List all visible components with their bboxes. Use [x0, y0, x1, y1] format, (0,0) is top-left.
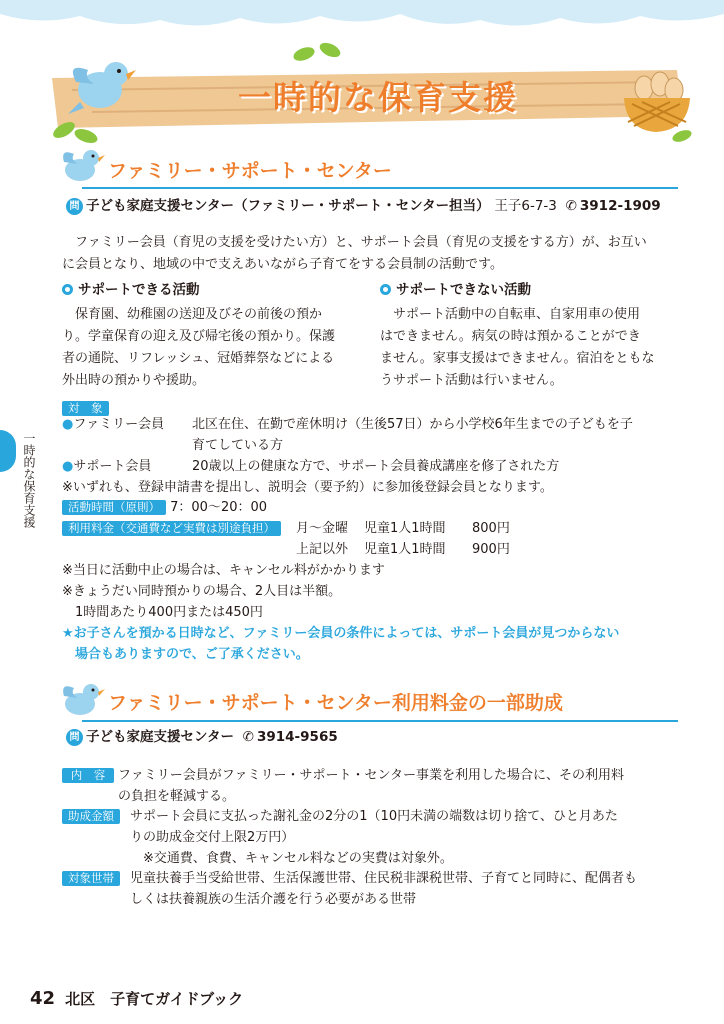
- row-line: サポート会員に支払った謝礼金の2分の1（10円未満の端数は切り捨て、ひと月あた: [130, 809, 618, 824]
- target-desc-line: 20歳以上の健康な方で、サポート会員養成講座を修了された方: [192, 459, 560, 474]
- fee-price: 900円: [472, 542, 510, 557]
- contact-line: [66, 727, 338, 747]
- fee-tag: 利用料金（交通費など実費は別途負担）: [62, 521, 281, 536]
- contact-phone: 3914-9565: [256, 729, 338, 745]
- household-row: [62, 868, 120, 889]
- star-note-line: ★お子さんを預かる日時など、ファミリー会員の条件によっては、サポート会員が見つからない: [62, 626, 620, 641]
- bullet-dot-icon: ●: [62, 459, 74, 474]
- target-label: サポート会員: [73, 459, 152, 474]
- page-number: 42: [30, 988, 56, 1009]
- target-row-family: [62, 414, 164, 435]
- fee-row: [296, 518, 510, 539]
- target-label: ファミリー会員: [73, 417, 165, 432]
- target-desc-support: [192, 456, 559, 477]
- content-text: [118, 765, 624, 807]
- cannot-support-line: はできません。病気の時は預かることができ: [380, 329, 641, 344]
- cannot-support-text: [380, 304, 680, 392]
- section-title-fee-subsidy: ファミリー・サポート・センター利用料金の一部助成: [108, 692, 563, 714]
- intro-paragraph: [62, 232, 682, 276]
- hours-value: 7：00～20：00: [170, 500, 268, 515]
- can-support-heading-text: サポートできる活動: [78, 282, 200, 298]
- side-index-tab: [0, 430, 16, 472]
- contact-address: 王子6-7-3: [494, 198, 557, 214]
- cannot-support-line: サポート活動中の自転車、自家用車の使用: [380, 307, 641, 322]
- can-support-text: [62, 304, 362, 392]
- circle-bullet-icon: [380, 284, 391, 295]
- fee-row: [296, 539, 510, 560]
- page-footer: [30, 988, 243, 1009]
- phone-icon: ✆: [565, 198, 577, 214]
- target-row-support: [62, 456, 151, 477]
- cannot-support-line: ません。家事支援はできません。宿泊をともな: [380, 351, 655, 366]
- row-line: しくは扶養親族の生活介護を行う必要がある世帯: [130, 892, 417, 907]
- note-line: ※きょうだい同時預かりの場合、2人目は半額。: [62, 584, 342, 599]
- row-tag: 助成金額: [62, 809, 120, 824]
- fee-tag-row: [62, 518, 281, 539]
- cannot-support-line: うサポート活動は行いません。: [380, 373, 563, 388]
- side-index-label: 一時的な保育支援: [22, 432, 36, 528]
- page-title: 一時的な保育支援: [238, 78, 518, 117]
- section-bird-icon: [58, 142, 106, 186]
- cannot-support-block: [380, 280, 680, 392]
- leaf-decoration-icon: [290, 38, 350, 68]
- target-desc-family: [192, 414, 633, 456]
- contact-line: [66, 196, 661, 216]
- row-line: 児童扶養手当受給世帯、生活保護世帯、住民税非課税世帯、子育てと同時に、配偶者も: [130, 871, 638, 886]
- target-desc-line: 育てしている方: [192, 438, 284, 453]
- hours-row: [62, 497, 267, 518]
- star-note: [62, 623, 682, 665]
- can-support-heading: [62, 280, 362, 300]
- household-text: [130, 868, 637, 910]
- row-line: ファミリー会員がファミリー・サポート・センター事業を利用した場合に、その利用料: [118, 768, 624, 783]
- can-support-line: り。学童保育の迎え及び帰宅後の預かり。保護: [62, 329, 336, 344]
- fee-days: 月～金曜: [296, 521, 349, 536]
- inquiry-badge: 問: [66, 198, 83, 215]
- phone-icon: ✆: [242, 729, 254, 745]
- row-line: ※交通費、食費、キャンセル料などの実費は対象外。: [130, 851, 453, 866]
- fee-price: 800円: [472, 521, 510, 536]
- notes-block: [62, 560, 385, 623]
- register-note: ※いずれも、登録申請書を提出し、説明会（要予約）に参加後登録会員となります。: [62, 480, 553, 495]
- section-underline: [82, 187, 678, 189]
- cannot-support-heading: [380, 280, 680, 300]
- hours-tag: 活動時間（原則）: [62, 500, 166, 515]
- row-tag: 対象世帯: [62, 871, 120, 886]
- section-underline: [82, 720, 678, 722]
- can-support-line: 保育園、幼稚園の送迎及びその前後の預か: [62, 307, 323, 322]
- contact-name: 子ども家庭支援センター: [86, 729, 234, 745]
- can-support-block: [62, 280, 362, 392]
- contact-name: 子ども家庭支援センター（ファミリー・サポート・センター担当）: [86, 198, 490, 214]
- cannot-support-heading-text: サポートできない活動: [396, 282, 531, 298]
- intro-line: に会員となり、地域の中で支えあいながら子育てをする会員制の活動です。: [62, 257, 503, 272]
- intro-line: ファミリー会員（育児の支援を受けたい方）と、サポート会員（育児の支援をする方）が、お互い: [62, 235, 647, 250]
- fee-days: 上記以外: [296, 542, 349, 557]
- bullet-dot-icon: ●: [62, 417, 74, 432]
- star-note-line: 場合もありますので、ご了承ください。: [62, 647, 309, 662]
- footer-title: 北区 子育てガイドブック: [65, 990, 244, 1008]
- note-line: 1時間あたり400円または450円: [62, 605, 263, 620]
- nest-eggs-icon: [618, 64, 694, 144]
- row-tag: 内 容: [62, 768, 114, 783]
- target-tag-label: 対 象: [62, 401, 109, 416]
- fee-unit: 児童1人1時間: [364, 542, 446, 557]
- circle-bullet-icon: [62, 284, 73, 295]
- inquiry-badge: 問: [66, 729, 83, 746]
- can-support-line: 者の通院、リフレッシュ、冠婚葬祭などによる: [62, 351, 335, 366]
- section-bird-icon: [58, 676, 106, 720]
- content-row: [62, 765, 114, 786]
- amount-text: [130, 806, 618, 869]
- sky-clouds-decoration: [0, 0, 724, 40]
- row-line: りの助成金交付上限2万円）: [130, 830, 295, 845]
- note-line: ※当日に活動中止の場合は、キャンセル料がかかります: [62, 563, 385, 578]
- can-support-line: 外出時の預かりや援助。: [62, 373, 206, 388]
- section-title-family-support: ファミリー・サポート・センター: [108, 160, 392, 182]
- fee-unit: 児童1人1時間: [364, 521, 446, 536]
- amount-row: [62, 806, 120, 827]
- target-desc-line: 北区在住、在勤で産休明け（生後57日）から小学校6年生までの子どもを子: [192, 417, 633, 432]
- contact-phone: 3912-1909: [579, 198, 661, 214]
- row-line: の負担を軽減する。: [118, 789, 236, 804]
